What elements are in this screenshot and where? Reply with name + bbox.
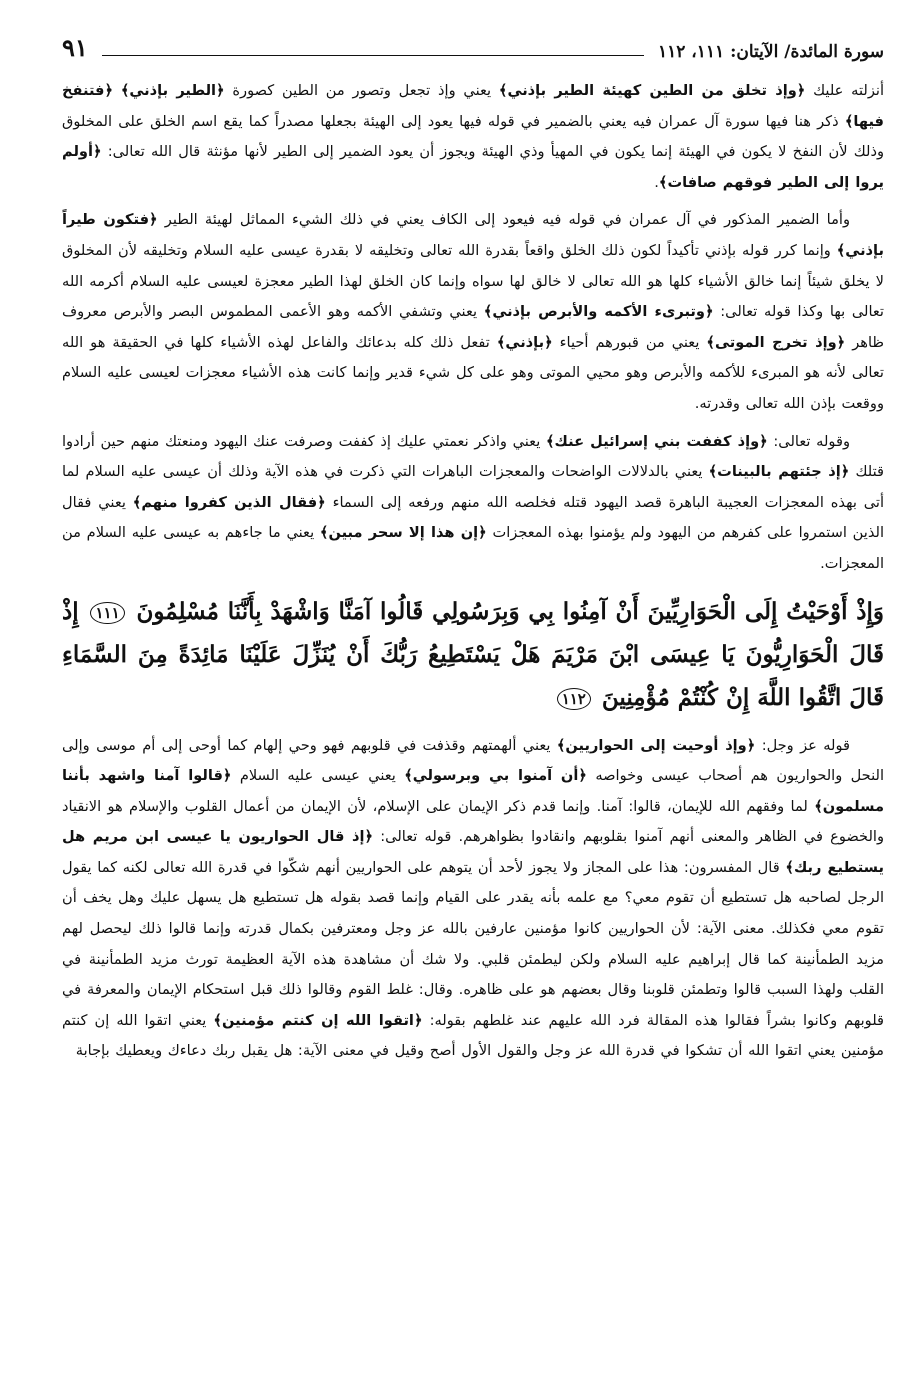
p4-text-4: لما وفقهم الله للإيمان، قالوا: آمنا. وإنما قدم ذكر الإيمان على الإسلام، لأن الإيمان من أعمال القلوب والإسلام هو الانقياد والخضوع في الظاهر والمعنى أنهم آمنوا بقلوبهم وانقادوا بظواهرهم. قوله تعالى: bbox=[62, 797, 885, 846]
p1-text-4: . bbox=[654, 173, 659, 191]
p4-quote-5: ﴿اتقوا الله إن كنتم مؤمنين﴾ bbox=[213, 1011, 423, 1029]
p4-quote-4: ﴿إذ قال الحواريون يا عيسى ابن مريم هل يستطيع ربك﴾ bbox=[62, 828, 884, 876]
page-number: ٩١ bbox=[62, 33, 88, 62]
p4-quote-2: ﴿أن آمنوا بي وبرسولي﴾ bbox=[404, 767, 587, 785]
p1-text-3: ذكر هنا فيها سورة آل عمران فيه يعني بالضمير في قوله فيها يعود إلى الهيئة بجعلها مصدراً كما يقع اسم الخلق على المخلوق وذلك لأن النفخ لا يكون في الهيئة إنما يكون في المهيأ وذي الهيئة ويجوز أن يعود الضمير إلى الطير لأنها مؤنثة قال الله تعالى: bbox=[62, 112, 884, 161]
p2-quote-2: ﴿وتبرىء الأكمه والأبرص بإذني﴾ bbox=[483, 303, 714, 321]
paragraph-3 bbox=[62, 427, 884, 580]
p2-text-2: وإنما كرر قوله بإذني تأكيداً لكون ذلك الخلق واقعاً بقدرة الله تعالى وتخليقه لا بقدرة عيسى عليه السلام وتخليقه لأن المخلوق لا يخلق شيئاً إنما خالق الأشياء كلها هو الله تعالى لا خالق لها سواه وإنما كان الخلق لهذا الطير معجزة لعيسى عليه السلام أكرمه الله تعالى بها وكذا قوله تعالى: bbox=[62, 241, 884, 321]
p1-quote-4: ﴿أولم يروا إلى الطير فوقهم صافات﴾ bbox=[62, 143, 884, 191]
quran-verse bbox=[62, 590, 884, 719]
p4-text-5: قال المفسرون: هذا على المجاز ولا يجوز لأحد أن يتوهم على الحواريين أنهم شكّوا في قدرة الله تعالى لكنه كما يقول الرجل لصاحبه هل تستطيع أن تقوم معي؟ مع علمه بأنه يقدر على القيام وإنما قصد بقوله هل تستطيع هل يسهل عليك وهل يخف أن تقوم معي فكذلك. معنى الآية: لأن الحواريين كانوا مؤمنين عارفين بالله عز وجل ومعترفين بكمال قدرته وإنما قالوا ذلك ليحصل لهم مزيد الطمأنينة كما قال إبراهيم عليه السلام ولكن ليطمئن قلبي. ولا شك أن مشاهدة هذه الآية العظيمة تورث مزيد الطمأنينة في القلب ولهذا السبب قالوا وتطمئن قلوبنا وقال بعضهم هو على ظاهره. وقال: غلط القوم وقالوا ذلك قبل استحكام الإيمان والمعرفة في قلوبهم وكانوا بشراً فقالوا هذه المقالة فرد الله عليهم عند غلطهم بقوله: bbox=[62, 858, 885, 1029]
p1-text-1: أنزلته عليك bbox=[813, 82, 885, 99]
p3-quote-2: ﴿إذ جئتهم بالبينات﴾ bbox=[708, 463, 850, 481]
p1-quote-1: ﴿وإذ تخلق من الطين كهيئة الطير بإذني﴾ bbox=[498, 82, 806, 99]
book-page bbox=[62, 30, 884, 1074]
p2-text-4: يعني من قبورهم أحياء bbox=[559, 333, 700, 351]
p2-quote-1: ﴿فتكون طيراً بإذني﴾ bbox=[62, 211, 884, 259]
p3-quote-3: ﴿فقال الذين كفروا منهم﴾ bbox=[132, 493, 326, 511]
p1-text-2: يعني وإذ تجعل وتصور من الطين كصورة bbox=[232, 82, 492, 99]
verse-text-111: وَإِذْ أَوْحَيْتُ إِلَى الْحَوَارِيِّينَ أَنْ آمِنُوا بِي وَبِرَسُولِي قَالُوا آمَنَّا وَاشْهَدْ بِأَنَّنَا مُسْلِمُونَ bbox=[136, 597, 885, 625]
p4-quote-3: ﴿قالوا آمنا واشهد بأننا مسلمون﴾ bbox=[62, 767, 884, 815]
page-header bbox=[62, 30, 884, 62]
p2-quote-4: ﴿بإذني﴾ bbox=[496, 333, 553, 351]
p4-text-1: قوله عز وجل: bbox=[761, 736, 851, 754]
paragraph-4 bbox=[62, 731, 884, 1068]
p2-text-1: وأما الضمير المذكور في آل عمران في قوله فيه فيعود إلى الكاف يعني في ذلك الشيء المماثل لهيئة الطير bbox=[164, 211, 850, 229]
p3-text-5: يعني ما جاءهم به عيسى عليه السلام من المعجزات. bbox=[62, 524, 884, 572]
surah-info: سورة المائدة/ الآيتان: ١١١، ١١٢ bbox=[657, 42, 884, 62]
p2-quote-3: ﴿وإذ تخرج الموتى﴾ bbox=[706, 333, 846, 351]
p3-text-4: يعني فقال الذين استمروا على كفرهم من اليهود ولم يؤمنوا بهذه المعجزات bbox=[62, 493, 884, 542]
ayah-marker-112: ١١٢ bbox=[557, 688, 591, 710]
paragraph-1 bbox=[62, 76, 884, 198]
p3-text-1: وقوله تعالى: bbox=[773, 432, 850, 450]
p3-quote-4: ﴿إن هذا إلا سحر مبين﴾ bbox=[319, 524, 487, 542]
p3-quote-1: ﴿وإذ كففت بني إسرائيل عنك﴾ bbox=[545, 432, 768, 450]
paragraph-2 bbox=[62, 205, 884, 419]
p2-text-3: يعني وتشفي الأكمه وهو الأعمى المطموس البصر والأبرص معروف ظاهر bbox=[62, 303, 885, 351]
p4-text-3: يعني عيسى عليه السلام bbox=[239, 767, 396, 785]
p4-quote-1: ﴿وإذ أوحيت إلى الحواريين﴾ bbox=[556, 736, 756, 754]
p1-quote-2: ﴿الطير بإذني﴾ bbox=[120, 82, 225, 99]
quran-verse-block bbox=[62, 590, 884, 719]
p4-text-6: يعني اتقوا الله إن كنتم مؤمنين يعني اتقوا الله أن تشكوا في قدرة الله عز وجل والقول الأول أصح وقيل في معنى الآية: هل يقبل ربك دعاءك ويعطيك بإجابة bbox=[62, 1011, 884, 1060]
p2-text-5: تفعل ذلك كله بدعائك والفاعل لهذه الأشياء كلها في الحقيقة هو الله تعالى لأنه هو المبرىء للأكمه والأبرص وهو محيي الموتى وهو على كل شيء قدير وإنما كانت هذه الأشياء معجزات لعيسى عليه السلام ووقعت بإذن الله تعالى وقدرته. bbox=[62, 333, 884, 412]
verse-text-112: إِذْ قَالَ الْحَوَارِيُّونَ يَا عِيسَى ابْنَ مَرْيَمَ هَلْ يَسْتَطِيعُ رَبُّكَ أَنْ يُنَزِّلَ عَلَيْنَا مَائِدَةً مِنَ السَّمَاءِ قَالَ اتَّقُوا اللَّهَ إِنْ كُنْتُمْ مُؤْمِنِينَ bbox=[62, 597, 884, 711]
p3-text-2: يعني واذكر نعمتي عليك إذ كففت وصرفت عنك اليهود ومنعتك منهم حين أرادوا قتلك bbox=[62, 432, 884, 481]
ayah-marker-111: ١١١ bbox=[90, 602, 124, 624]
p4-text-2: يعني ألهمتهم وقذفت في قلوبهم فهو وحي إلهام كما أوحى إلى أم موسى وإلى النحل والحواريون هم أصحاب عيسى وخواصه bbox=[62, 736, 885, 785]
header-rule bbox=[102, 55, 644, 56]
p1-quote-3: ﴿فتنفخ فيها﴾ bbox=[62, 82, 884, 130]
p3-text-3: يعني بالدلالات الواضحات والمعجزات الباهرات التي ذكرت في هذه الآية وذلك أن عيسى عليه السلام لما أتى بهذه المعجزات العجيبة الباهرة قصد اليهود قتله فخلصه الله منهم ورفعه إلى السماء bbox=[62, 463, 885, 511]
